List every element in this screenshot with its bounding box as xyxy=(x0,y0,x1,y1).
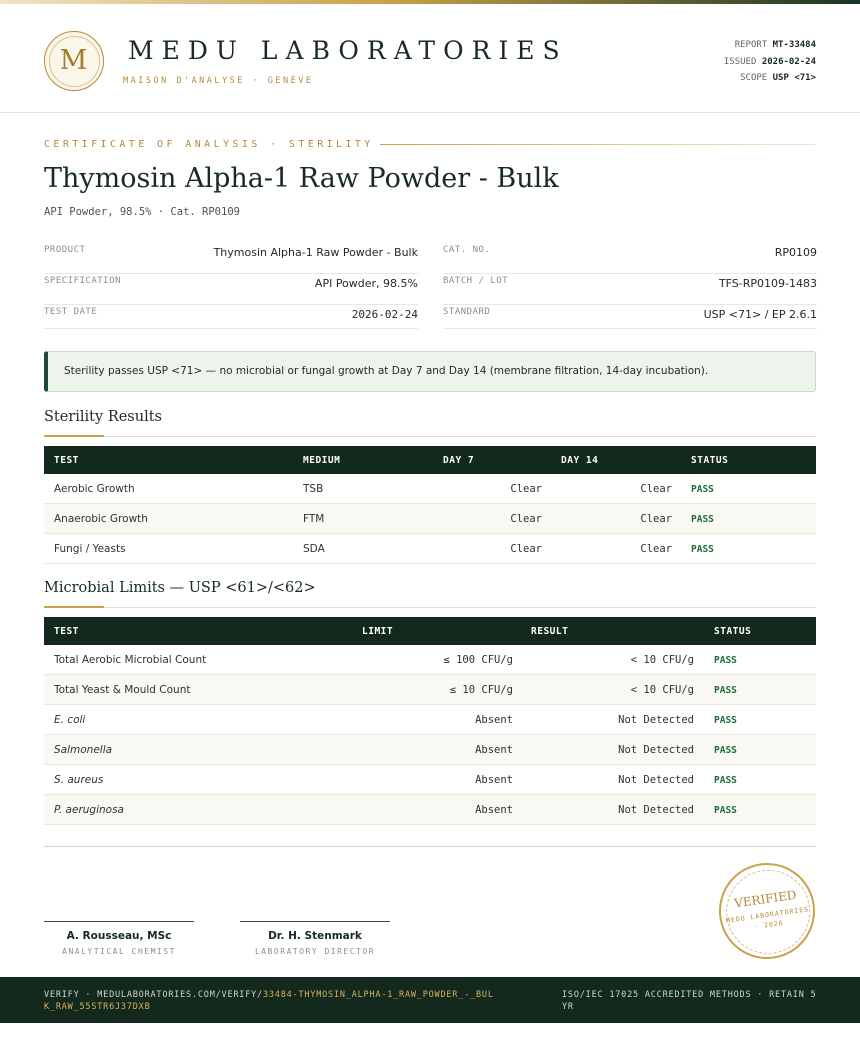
detail-divider xyxy=(443,328,817,329)
product-title: Thymosin Alpha-1 Raw Powder - Bulk xyxy=(44,163,559,194)
microbial-heading-rule xyxy=(44,607,816,608)
test-name: Salmonella xyxy=(54,744,113,756)
signatory-name: A. Rousseau, MSc xyxy=(66,930,172,942)
table-row xyxy=(44,795,816,825)
limit-value: ≤ 100 CFU/g xyxy=(443,654,513,666)
detail-divider xyxy=(44,328,418,329)
detail-label: STANDARD xyxy=(443,307,491,317)
detail-batch xyxy=(443,274,817,305)
sterility-heading: Sterility Results xyxy=(44,409,162,425)
test-name: P. aeruginosa xyxy=(54,804,124,816)
table-row xyxy=(44,675,816,705)
column-header: MEDIUM xyxy=(303,455,341,466)
day14-result: Clear xyxy=(640,513,672,525)
table-row xyxy=(44,645,816,675)
accreditation-note: ISO/IEC 17025 ACCREDITED METHODS · RETAIN 5 YR xyxy=(562,990,817,1012)
status-badge: PASS xyxy=(714,715,737,726)
test-name: S. aureus xyxy=(54,774,104,786)
signatory-role: LABORATORY DIRECTOR xyxy=(254,947,375,956)
report-footer xyxy=(0,977,860,1023)
lab-logo xyxy=(44,31,104,91)
detail-value: API Powder, 98.5% xyxy=(314,277,418,290)
limit-value: Absent xyxy=(475,774,513,786)
day14-result: Clear xyxy=(640,543,672,555)
status-badge: PASS xyxy=(714,745,737,756)
table-row xyxy=(44,534,816,564)
result-value: Not Detected xyxy=(618,714,694,726)
test-name: Total Yeast & Mould Count xyxy=(54,684,191,696)
result-value: Not Detected xyxy=(618,804,694,816)
microbial-table xyxy=(44,617,816,825)
detail-test-date xyxy=(44,305,418,336)
status-badge: PASS xyxy=(691,514,714,525)
detail-label: SPECIFICATION xyxy=(44,276,121,286)
column-header: DAY 14 xyxy=(561,455,599,466)
report-meta xyxy=(724,37,816,87)
result-value: < 10 CFU/g xyxy=(630,684,694,696)
limit-value: Absent xyxy=(475,744,513,756)
detail-cat-no xyxy=(443,243,817,274)
signature-block xyxy=(240,921,390,956)
table-row xyxy=(44,474,816,504)
verify-link[interactable] xyxy=(44,989,494,1013)
test-name: Fungi / Yeasts xyxy=(54,543,126,555)
limit-value: ≤ 10 CFU/g xyxy=(449,684,513,696)
detail-label: TEST DATE xyxy=(44,307,98,317)
table-row xyxy=(44,765,816,795)
sterility-heading-rule xyxy=(44,436,816,437)
verify-code[interactable]: 33484-THYMOSIN_ALPHA-1_RAW_POWDER_-_BULK_RAW_55STR6J37DXB xyxy=(44,990,494,1012)
day7-result: Clear xyxy=(510,483,542,495)
certificate-eyebrow: CERTIFICATE OF ANALYSIS · STERILITY xyxy=(44,139,374,150)
column-header: STATUS xyxy=(691,455,729,466)
signatory-role: ANALYTICAL CHEMIST xyxy=(62,947,176,956)
medium: TSB xyxy=(303,483,324,495)
result-value: Not Detected xyxy=(618,744,694,756)
signature-divider xyxy=(44,846,816,847)
result-value: Not Detected xyxy=(618,774,694,786)
detail-value: TFS-RP0109-1483 xyxy=(718,277,817,290)
sterility-notice xyxy=(44,351,816,392)
eyebrow-divider xyxy=(380,144,816,145)
limit-value: Absent xyxy=(475,714,513,726)
report-number: MT-33484 xyxy=(772,40,816,50)
column-header: TEST xyxy=(54,626,79,637)
detail-product xyxy=(44,243,418,274)
column-header: LIMIT xyxy=(362,626,394,637)
table-row xyxy=(44,735,816,765)
report-label: REPORT xyxy=(734,40,768,50)
detail-specification xyxy=(44,274,418,305)
table-row xyxy=(44,504,816,534)
test-name: Anaerobic Growth xyxy=(54,513,148,525)
day7-result: Clear xyxy=(510,543,542,555)
detail-label: BATCH / LOT xyxy=(443,276,509,286)
scope-value: USP <71> xyxy=(772,73,816,83)
column-header: DAY 7 xyxy=(443,455,475,466)
sterility-heading-accent xyxy=(44,435,104,437)
logo-letter: M xyxy=(59,45,88,76)
scope-label: SCOPE xyxy=(740,73,768,83)
seal-title: VERIFIED xyxy=(733,887,798,911)
detail-standard xyxy=(443,305,817,336)
notice-text: Sterility passes USP <71> — no microbial or fungal growth at Day 7 and Day 14 (membrane filtration, 14-day incubation). xyxy=(64,365,709,377)
signature-block xyxy=(44,921,194,956)
status-badge: PASS xyxy=(691,484,714,495)
microbial-heading-accent xyxy=(44,606,104,608)
status-badge: PASS xyxy=(714,805,737,816)
detail-value: USP <71> / EP 2.6.1 xyxy=(703,308,817,321)
detail-value: 2026-02-24 xyxy=(351,308,418,321)
report-header xyxy=(0,4,860,113)
lab-name: MEDU LABORATORIES xyxy=(128,36,568,65)
issued-label: ISSUED xyxy=(723,56,757,67)
detail-label: PRODUCT xyxy=(44,245,86,255)
table-header xyxy=(44,446,816,474)
verify-prefix: VERIFY · MEDULABORATORIES.COM/VERIFY/ xyxy=(44,990,263,1000)
detail-value: Thymosin Alpha-1 Raw Powder - Bulk xyxy=(213,246,418,259)
test-name: Aerobic Growth xyxy=(54,483,135,495)
product-subtitle: API Powder, 98.5% · Cat. RP0109 xyxy=(44,206,240,218)
medium: FTM xyxy=(303,513,325,525)
column-header: TEST xyxy=(54,455,79,466)
limit-value: Absent xyxy=(475,804,513,816)
detail-value: RP0109 xyxy=(774,246,817,259)
column-header: RESULT xyxy=(531,626,569,637)
day14-result: Clear xyxy=(640,483,672,495)
result-value: < 10 CFU/g xyxy=(630,654,694,666)
table-header xyxy=(44,617,816,645)
microbial-heading: Microbial Limits — USP <61>/<62> xyxy=(44,580,316,596)
status-badge: PASS xyxy=(714,775,737,786)
detail-label: CAT. NO. xyxy=(443,245,491,255)
status-badge: PASS xyxy=(714,655,737,666)
status-badge: PASS xyxy=(714,685,737,696)
seal-subtitle: MEDU LABORATORIES · 2026 xyxy=(725,905,810,931)
verified-seal xyxy=(713,857,821,965)
sterility-table xyxy=(44,446,816,564)
test-name: E. coli xyxy=(54,714,86,726)
medium: SDA xyxy=(303,543,325,555)
lab-tagline: MAISON D'ANALYSE · GENÈVE xyxy=(123,76,314,86)
signatory-name: Dr. H. Stenmark xyxy=(268,930,362,942)
issued-date: 2026-02-24 xyxy=(761,56,816,67)
day7-result: Clear xyxy=(510,513,542,525)
column-header: STATUS xyxy=(714,626,752,637)
table-row xyxy=(44,705,816,735)
test-name: Total Aerobic Microbial Count xyxy=(54,654,207,666)
status-badge: PASS xyxy=(691,544,714,555)
